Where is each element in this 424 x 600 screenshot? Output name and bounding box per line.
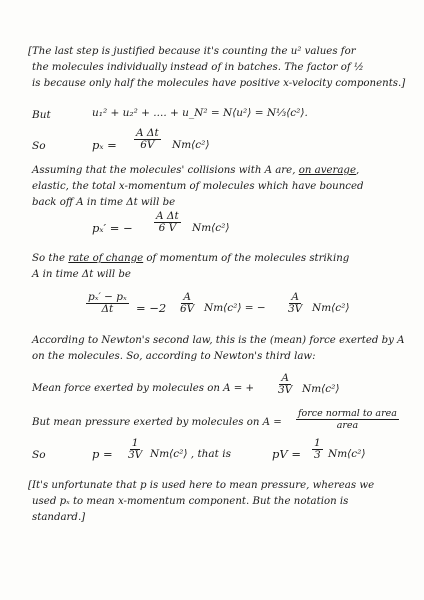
- rate-fraction-denominator: Δt: [101, 303, 114, 315]
- note-bottom-line-3: standard.]: [32, 512, 86, 523]
- pv-end: Nm⟨c²⟩: [328, 448, 366, 460]
- but-equation: u₁² + u₂² + .... + u_N² = N⟨u²⟩ = N⅓⟨c²⟩.: [92, 107, 308, 119]
- rate-fraction-numerator: pₓ′ − pₓ: [88, 291, 127, 303]
- rate-line-1: So the rate of change of momentum of the molecules striking: [32, 253, 350, 264]
- mean-force-label: Mean force exerted by molecules on A = +: [32, 383, 255, 394]
- px-lhs: pₓ =: [92, 138, 117, 152]
- pv-numerator: 1: [314, 437, 321, 449]
- assuming-line-3: back off A in time Δt will be: [32, 197, 176, 208]
- assuming-line-1: [32, 165, 359, 177]
- rate-fraction-3-denominator: 3V: [288, 303, 303, 315]
- assuming-line-2: elastic, the total x-momentum of molecules which have bounced: [32, 181, 364, 192]
- rate-fraction: [86, 292, 129, 315]
- pv-fraction: [312, 438, 323, 461]
- rate-middle: = −2: [136, 301, 167, 315]
- rate-fraction-2-denominator: 6V: [180, 303, 195, 315]
- mean-force-numerator: A: [281, 372, 289, 384]
- px-fraction: [134, 128, 161, 151]
- p-middle: Nm⟨c²⟩ , that is: [150, 448, 231, 460]
- rate-of-change-emphasis: rate of change: [68, 253, 144, 264]
- note-top-line-2: the molecules individually instead of in batches. The factor of ½: [32, 62, 364, 73]
- rate-fraction-2: [178, 292, 196, 315]
- pressure-numerator: force normal to area: [298, 408, 397, 419]
- on-average-emphasis: on average: [298, 165, 356, 176]
- note-bottom-line-1: [It's unfortunate that p is used here to mean pressure, whereas we: [28, 480, 375, 491]
- rate-line-2: A in time Δt will be: [32, 269, 131, 280]
- rate-fraction-3: [286, 292, 304, 315]
- rate-fraction-2-numerator: A: [183, 291, 191, 303]
- px-fraction-denominator: 6V: [140, 139, 155, 151]
- note-bottom-line-2: used pₓ to mean x-momentum component. But the notation is: [32, 496, 349, 507]
- note-top-line-1: [The last step is justified because it's counting the u² values for: [28, 46, 356, 57]
- pxp-fraction-denominator: 6 V: [158, 222, 177, 234]
- mean-force-fraction: [276, 373, 294, 396]
- rate-middle-2: Nm⟨c²⟩ = −: [204, 302, 266, 314]
- pressure-denominator: area: [336, 420, 359, 431]
- rate-fraction-3-numerator: A: [291, 291, 299, 303]
- pxp-lhs: pₓ′ = −: [92, 221, 133, 235]
- p-numerator: 1: [131, 437, 139, 449]
- pressure-label: But mean pressure exerted by molecules on A =: [32, 417, 282, 428]
- pv-lhs: pV =: [272, 447, 301, 461]
- mean-force-denominator: 3V: [278, 384, 293, 396]
- newton-line-2: on the molecules. So, according to Newton's third law:: [32, 351, 316, 362]
- px-rhs: Nm⟨c²⟩: [172, 139, 210, 151]
- rate-end: Nm⟨c²⟩: [312, 302, 350, 314]
- pxp-fraction-numerator: A Δt: [156, 210, 179, 222]
- so2-label: So: [32, 449, 46, 461]
- but-label: But: [32, 109, 51, 121]
- p-denominator: 3V: [128, 449, 143, 461]
- pv-denominator: 3: [314, 449, 321, 461]
- pressure-fraction: [296, 408, 399, 431]
- pxp-rhs: Nm⟨c²⟩: [192, 222, 230, 234]
- note-top-line-3: is because only half the molecules have positive x-velocity components.]: [32, 78, 406, 89]
- p-lhs: p =: [92, 447, 113, 461]
- mean-force-end: Nm⟨c²⟩: [302, 383, 340, 395]
- newton-line-1: According to Newton's second law, this is the (mean) force exerted by A: [32, 335, 405, 346]
- px-fraction-numerator: A Δt: [136, 127, 159, 139]
- so-label: So: [32, 140, 46, 152]
- pxp-fraction: [154, 211, 181, 234]
- assuming-line-1-text: Assuming that the molecules' collisions with A are, on average,: [32, 165, 360, 176]
- p-fraction: [126, 438, 144, 461]
